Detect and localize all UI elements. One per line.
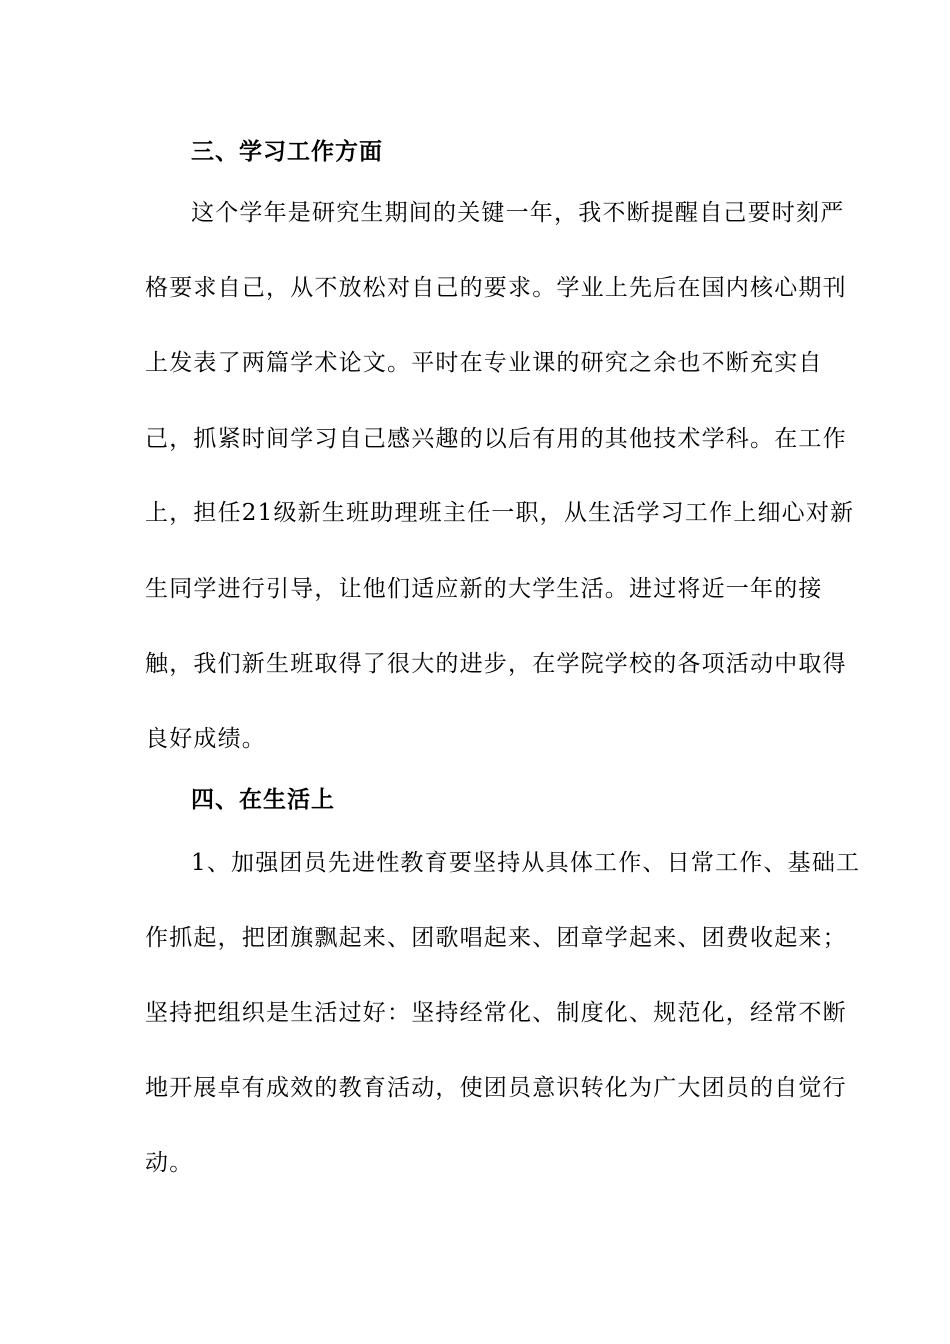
- section-4-heading: 四、在生活上: [191, 786, 335, 813]
- paragraph-line: 己，抓紧时间学习自己感兴趣的以后有用的其他技术学科。在工作: [145, 426, 847, 452]
- paragraph-line: 地开展卓有成效的教育活动，使团员意识转化为广大团员的自觉行: [145, 1075, 847, 1101]
- paragraph-line: 这个学年是研究生期间的关键一年，我不断提醒自己要时刻严: [191, 200, 845, 226]
- paragraph-line: 上发表了两篇学术论文。平时在专业课的研究之余也不断充实自: [145, 350, 823, 376]
- paragraph-line: 动。: [145, 1150, 194, 1176]
- paragraph-line: 良好成绩。: [145, 726, 266, 752]
- paragraph-line: 1、加强团员先进性教育要坚持从具体工作、日常工作、基础工: [191, 850, 861, 876]
- paragraph-line: 生同学进行引导，让他们适应新的大学生活。进过将近一年的接: [145, 576, 823, 602]
- paragraph-line: 触，我们新生班取得了很大的进步，在学院学校的各项活动中取得: [145, 651, 847, 677]
- paragraph-line: 作抓起，把团旗飘起来、团歌唱起来、团章学起来、团费收起来；: [145, 925, 847, 951]
- paragraph-line: 格要求自己，从不放松对自己的要求。学业上先后在国内核心期刊: [145, 275, 847, 301]
- section-3-heading: 三、学习工作方面: [191, 138, 383, 165]
- paragraph-line: 上，担任21级新生班助理班主任一职，从生活学习工作上细心对新: [145, 500, 855, 526]
- paragraph-line: 坚持把组织是生活过好：坚持经常化、制度化、规范化，经常不断: [145, 1000, 847, 1026]
